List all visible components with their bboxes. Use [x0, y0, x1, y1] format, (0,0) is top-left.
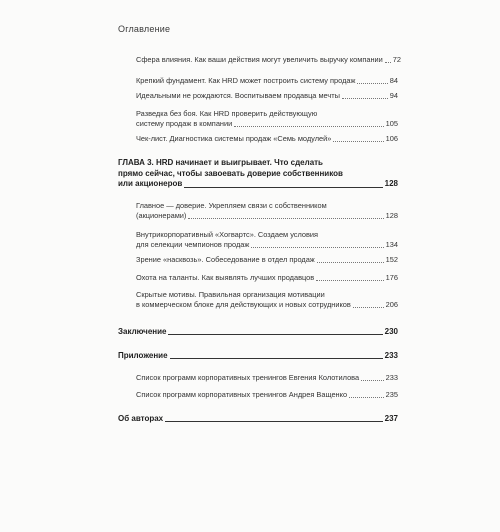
- page-number: 235: [385, 390, 398, 399]
- toc-entry: Крепкий фундамент. Как HRD может построить систему продаж 84: [136, 76, 398, 85]
- toc-entry: Идеальными не рождаются. Воспитываем продавца мечты 94: [136, 91, 398, 100]
- toc-entry: Чек-лист. Диагностика системы продаж «Семь модулей» 106: [136, 134, 398, 143]
- toc-entry: Список программ корпоративных тренингов Евгения Колотилова 233: [136, 373, 398, 382]
- section-authors: Об авторах 237: [118, 414, 398, 423]
- page-number: 105: [385, 119, 398, 128]
- page-number: 84: [389, 76, 398, 85]
- page-number: 106: [385, 134, 398, 143]
- page-number: 233: [384, 351, 398, 360]
- toc-entry: Главное — доверие. Укрепляем связи с собственником (акционерами) 128: [136, 201, 398, 220]
- page-number: 134: [385, 240, 398, 249]
- toc-entry: Зрение «насквозь». Собеседование в отдел продаж 152: [136, 255, 398, 264]
- page-number: 72: [392, 55, 402, 64]
- toc-entry: Список программ корпоративных тренингов Андрея Ващенко 235: [136, 390, 398, 399]
- page-number: 94: [389, 91, 398, 100]
- page-number: 230: [384, 327, 398, 336]
- running-head: Оглавление: [118, 24, 171, 34]
- page-number: 176: [385, 273, 398, 282]
- toc-entry: Охота на таланты. Как выявлять лучших продавцов 176: [136, 273, 398, 282]
- page-number: 237: [384, 414, 398, 423]
- toc-entry: Внутрикорпоративный «Хогвартс». Создаем условия для селекции чемпионов продаж 134: [136, 230, 398, 249]
- toc-entry: Разведка без боя. Как HRD проверить действующую систему продаж в компании 105: [136, 109, 398, 128]
- toc-entry: Сфера влияния. Как ваши действия могут увеличить выручку компании 72: [136, 55, 402, 64]
- toc-entry: Скрытые мотивы. Правильная организация мотивации в коммерческом блоке для действующих и новых сотрудников 206: [136, 290, 398, 309]
- chapter-heading: ГЛАВА 3. HRD начинает и выигрывает. Что сделать прямо сейчас, чтобы завоевать доверие собственников или акционеров 128: [118, 158, 398, 188]
- page-number: 206: [385, 300, 398, 309]
- page-number: 128: [385, 211, 398, 220]
- section-appendix: Приложение 233: [118, 351, 398, 360]
- section-conclusion: Заключение 230: [118, 327, 398, 336]
- page-number: 233: [385, 373, 398, 382]
- page-number: 152: [385, 255, 398, 264]
- page-number: 128: [384, 179, 398, 188]
